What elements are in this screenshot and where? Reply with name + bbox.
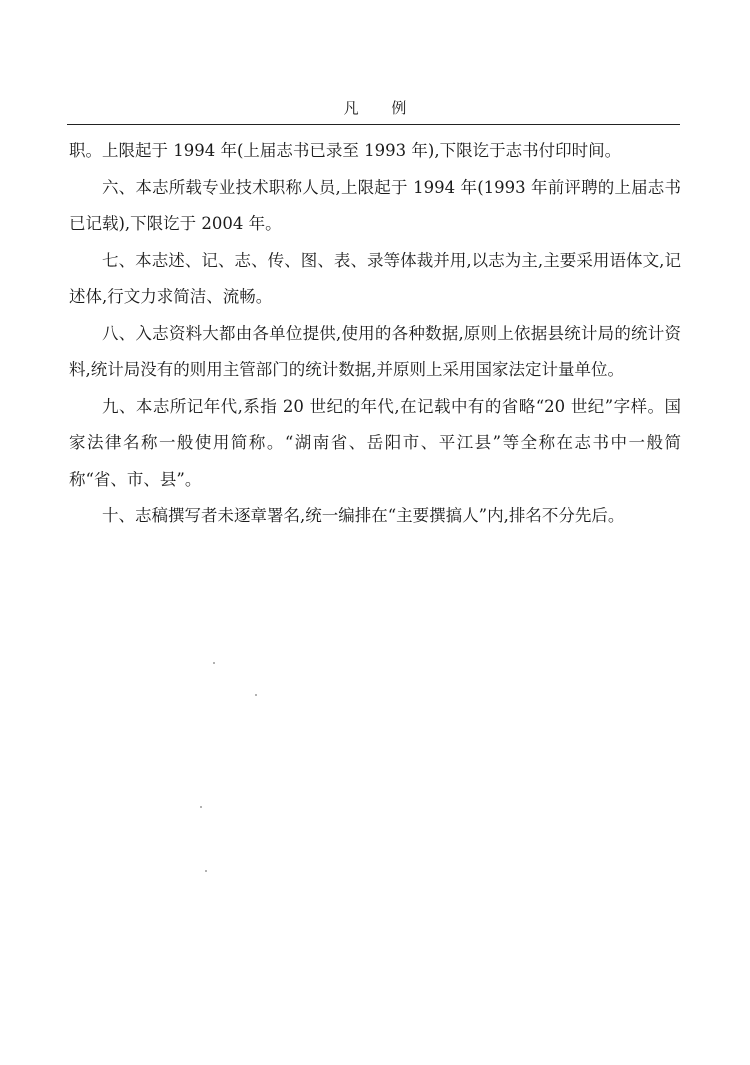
scan-speck — [200, 806, 202, 808]
paragraph-item-7: 七、本志述、记、志、传、图、表、录等体裁并用,以志为主,主要采用语体文,记述体,行文力求简洁、流畅。 — [69, 250, 681, 306]
paragraph-item-6: 六、本志所载专业技术职称人员,上限起于 1994 年(1993 年前评聘的上届志书已记载),下限讫于 2004 年。 — [69, 177, 681, 233]
scan-speck — [213, 662, 215, 664]
header-rule — [67, 124, 680, 125]
paragraph-item-9: 九、本志所记年代,系指 20 世纪的年代,在记载中有的省略“20 世纪”字样。国家法律名称一般使用简称。“湖南省、岳阳市、平江县”等全称在志书中一般简称“省、市、县”。 — [69, 396, 681, 489]
scan-speck — [255, 694, 257, 696]
scan-speck — [205, 870, 207, 872]
paragraph-continuation: 职。上限起于 1994 年(上届志书已录至 1993 年),下限讫于志书付印时间。 — [69, 141, 622, 160]
paragraph-item-8: 八、入志资料大都由各单位提供,使用的各种数据,原则上依据县统计局的统计资料,统计局没有的则用主管部门的统计数据,并原则上采用国家法定计量单位。 — [69, 323, 681, 379]
paragraph-item-10: 十、志稿撰写者未逐章署名,统一编排在“主要撰搞人”内,排名不分先后。 — [102, 506, 625, 525]
body-text — [69, 133, 681, 535]
running-head: 凡 例 — [343, 99, 421, 117]
